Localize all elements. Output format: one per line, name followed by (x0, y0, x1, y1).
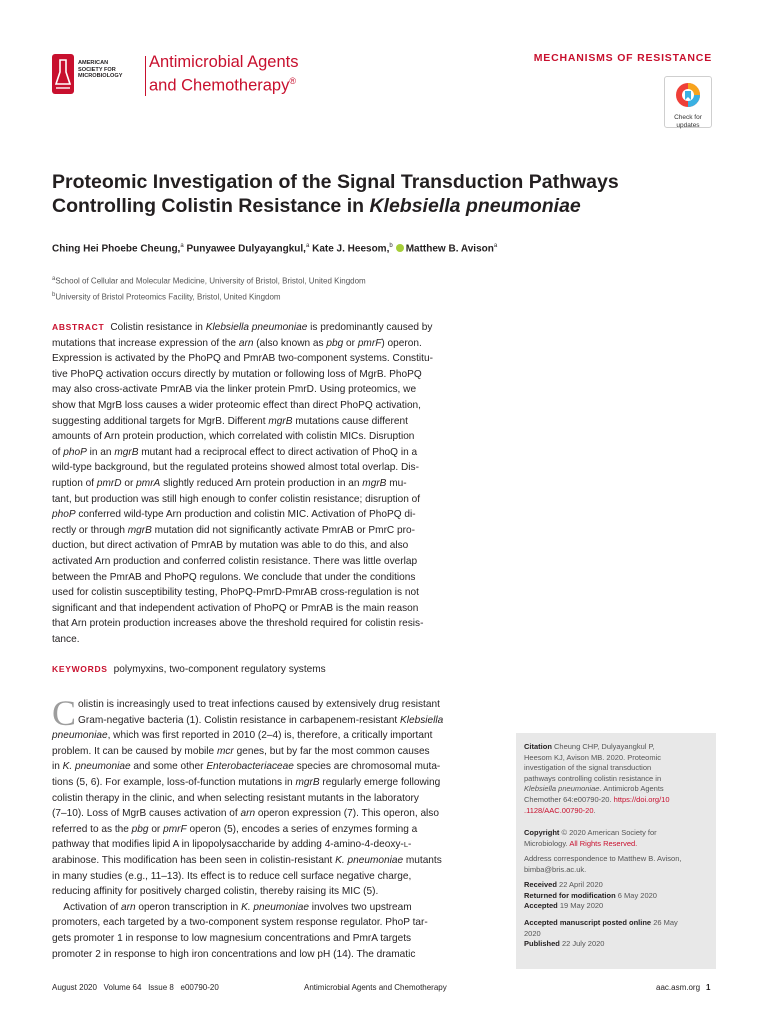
author-list: Ching Hei Phoebe Cheung,$^a$ Punyawee Dulyayangkul,$^a$ Kate J. Heesom,$^b$ Matthew B. Avison$^a$ (52, 243, 498, 255)
journal-name[interactable]: Antimicrobial Agents and Chemotherapy® (149, 53, 299, 95)
doi-link[interactable]: .1128/AAC.00790-20 (524, 805, 594, 815)
keywords: KEYWORDS polymyxins, two-component regulatory systems (52, 664, 326, 675)
body-text: Colistin is increasingly used to treat infections caused by extensively drug resistant Gram-negative bacteria (1). Colistin resistance in carbapenem-resistant Klebsiella pneumoniae, which was first reported in 2010 (2–4) is, therefore, a critically important problem. It can be caused by mobile mcr genes, but by far the most common causes in K. pneumoniae and some other Enterobacteriaceae species are chromosomal muta- tions (5, 6). For example, loss-of-function mutations in mgrB regularly emerge following colistin therapy in the clinic, and when selecting resistant mutants in the laboratory (7–10). Loss of MgrB causes activation of arn operon expression (7). This operon, also referred to as the pbg or pmrF operon (5), encodes a series of enzymes forming a pathway that modifies lipid A in lipopolysaccharide by adding 4-amino-4-deoxy-L- arabinose. This modification has been seen in colistin-resistant K. pneumoniae mutants in many studies (e.g., 11–13). Its effect is to reduce cell surface negative charge, reducing affinity for positively charged colistin, thereby raising its MIC (5). Activation of arn operon transcription in K. pneumoniae involves two upstream promoters, each targeted by a two-component system response regulator. PhoP tar- gets promoter 1 in response to low magnesium concentrations and PmrA targets promoter 2 in response to high iron concentrations and low pH (14). The dramatic (52, 693, 444, 960)
crossmark-icon (675, 82, 701, 108)
dates-block: Received 22 April 2020 Returned for modification 6 May 2020 Accepted 19 May 2020 (524, 880, 657, 911)
check-for-updates-button[interactable]: Check for updates (664, 76, 712, 128)
orcid-icon[interactable] (396, 244, 404, 252)
keywords-heading: KEYWORDS (52, 664, 108, 674)
article-title: Proteomic Investigation of the Signal Transduction Pathways Controlling Colistin Resistance in Klebsiella pneumoniae (52, 171, 619, 217)
page-number: 1 (706, 983, 711, 992)
citation-block: Citation Cheung CHP, Dulyayangkul P, Heesom KJ, Avison MB. 2020. Proteomic investigation of the signal transduction pathways controlling colistin resistance in Klebsiella pneumoniae. Antimicrob Agents Chemother 64:e00790-20. https://doi.org/10 .1128/AAC.00790-20. (524, 742, 670, 815)
author-name[interactable]: Ching Hei Phoebe Cheung, (52, 243, 181, 255)
footer-issue-info: August 2020 Volume 64 Issue 8 e00790-20 (52, 983, 219, 992)
posted-block: Accepted manuscript posted online 26 May 2020 Published 22 July 2020 (524, 918, 678, 949)
author-name[interactable]: Kate J. Heesom, (312, 243, 390, 255)
footer-journal: Antimicrobial Agents and Chemotherapy (304, 983, 447, 992)
asm-logo (52, 52, 148, 100)
footer-url[interactable]: aac.asm.org (656, 983, 701, 992)
rights-link[interactable]: All Rights Reserved. (569, 838, 638, 848)
logo-divider (145, 56, 146, 96)
copyright-block: Copyright © 2020 American Society for Microbiology. All Rights Reserved. (524, 828, 657, 848)
author-name[interactable]: Punyawee Dulyayangkul, (186, 243, 306, 255)
society-name: AMERICAN SOCIETY FOR MICROBIOLOGY (78, 60, 123, 80)
drop-cap: C (52, 693, 77, 733)
section-label: MECHANISMS OF RESISTANCE (533, 52, 712, 64)
flask-logo-icon (52, 54, 74, 94)
affiliation: $^a$School of Cellular and Molecular Medicine, University of Bristol, Bristol, United Kingdom (52, 276, 366, 286)
author-name[interactable]: Matthew B. Avison (405, 243, 494, 255)
affiliation: $^b$University of Bristol Proteomics Facility, Bristol, United Kingdom (52, 292, 281, 302)
correspondence-block: Address correspondence to Matthew B. Avison, bimba@bris.ac.uk. (524, 854, 712, 875)
abstract-heading: ABSTRACT (52, 322, 105, 332)
doi-link[interactable]: https://doi.org/10 (613, 794, 670, 804)
abstract: ABSTRACT Colistin resistance in Klebsiella pneumoniae is predominantly caused by mutations that increase expression of the arn (also known as pbg or pmrF) operon. Expression is activated by the PhoPQ and PmrAB two-component systems. Constitu- tive PhoPQ activation occurs directly by mutation or following loss of MgrB. PhoPQ may also cross-activate PmrAB via the linker protein PmrD. Using proteomics, we show that MgrB loss causes a wider proteomic effect than direct PhoPQ activation, suggesting additional targets for MgrB. Different mgrB mutations cause different amounts of Arn protein production, which correlated with colistin MICs. Disruption of phoP in an mgrB mutant had a reciprocal effect to direct activation of PhoQ in a wild-type background, but the regulated proteins showed almost total overlap. Dis- ruption of pmrD or pmrA slightly reduced Arn protein production in an mgrB mu- tant, but production was still high enough to confer colistin resistance; disruption of phoP conferred wild-type Arn production and colistin MIC. Activation of PhoPQ di- rectly or through mgrB mutation did not significantly activate PmrAB or PmrC pro- duction, but direct activation of PmrAB by mutation was able to do this, and also activated Arn production and conferred colistin resistance. There was little overlap between the PmrAB and PhoPQ regulons. We conclude that under the conditions used for colistin susceptibility testing, PhoPQ-PmrD-PmrAB cross-regulation is not significant and that independent activation of PhoPQ or PmrAB is the main reason that Arn protein production increases above the threshold required for colistin resis- tance. (52, 322, 433, 645)
email-link[interactable]: bimba@bris.ac.uk. (524, 864, 587, 874)
